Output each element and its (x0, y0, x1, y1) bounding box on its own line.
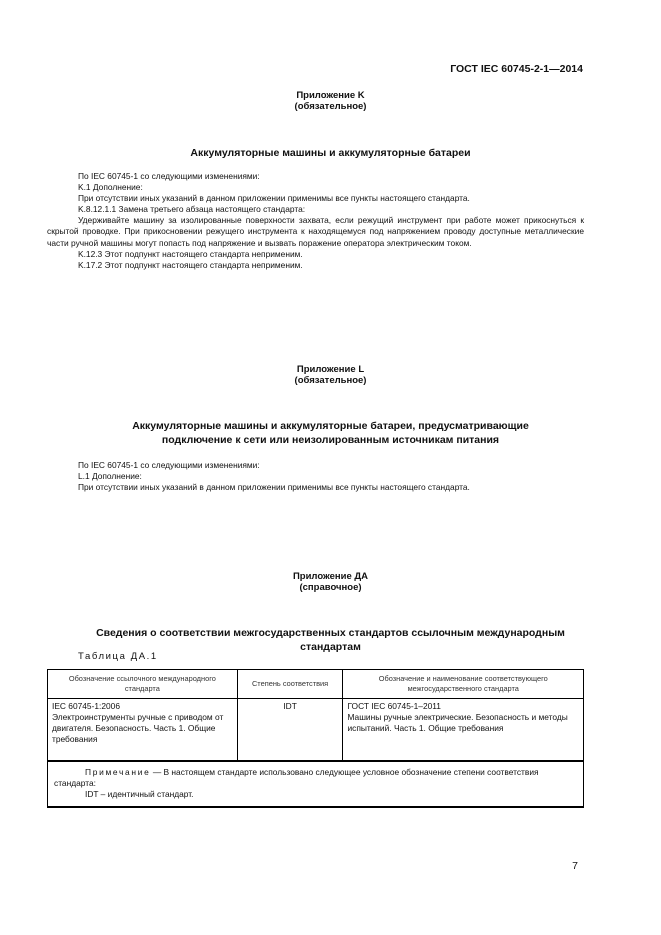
intl-standard-code: IEC 60745-1:2006 (52, 701, 120, 711)
annex-l-body (47, 460, 584, 493)
annex-l-title-line: подключение к сети или неизолированным источникам питания (161, 434, 500, 446)
annex-k-status: (обязательное) (294, 101, 367, 112)
annex-da-title (0, 626, 661, 654)
table-caption: Таблица ДА.1 (78, 651, 158, 662)
annex-da-label: Приложение ДА (292, 571, 369, 582)
annex-da-title-line: стандартам (300, 641, 361, 653)
annex-da-status: (справочное) (299, 582, 362, 593)
annex-l-status: (обязательное) (294, 375, 367, 386)
annex-k-body (47, 171, 584, 271)
table-note-row (48, 761, 584, 807)
correspondence-table (47, 669, 584, 808)
annex-l-title (0, 419, 661, 447)
annex-k-paragraph: K.12.3 Этот подпункт настоящего стандарта неприменим. (78, 248, 303, 259)
intl-standard-cell (48, 699, 238, 762)
degree-cell: IDT (237, 699, 343, 762)
annex-k-title: Аккумуляторные машины и аккумуляторные батареи (190, 147, 471, 159)
annex-l-paragraph: При отсутствии иных указаний в данном приложении применимы все пункты настоящего стандарта. (78, 482, 470, 493)
annex-l-label: Приложение L (296, 364, 365, 375)
table-row (48, 699, 584, 762)
annex-k-paragraph: Удерживайте машину за изолированные поверхности захвата, если режущий инструмент при работе может прикоснуться к скрытой проводке. При прикосновении режущего инструмента к находящемуся под напряжением проводу доступные металлические части ручной машины могут попасть под напряжение и вызвать поражение оператора электрическим током. (47, 215, 584, 248)
annex-k-paragraph: K.17.2 Этот подпункт настоящего стандарта неприменим. (78, 259, 303, 270)
annex-l-heading (0, 364, 661, 386)
annex-k-paragraph: По IEC 60745-1 со следующими изменениями: (78, 171, 260, 181)
annex-l-paragraph: По IEC 60745-1 со следующими изменениями: (78, 460, 260, 470)
intl-standard-name: Электроинструменты ручные с приводом от двигателя. Безопасность. Часть 1. Общие требования (52, 712, 224, 744)
annex-k-heading (0, 90, 661, 112)
annex-k-label: Приложение K (296, 90, 365, 101)
note-idt: IDT – идентичный стандарт. (85, 789, 194, 799)
gost-standard-cell (343, 699, 584, 762)
annex-da-heading (0, 571, 661, 593)
column-header: Степень соответствия (237, 670, 343, 699)
annex-l-paragraph: L.1 Дополнение: (78, 471, 142, 482)
gost-standard-name: Машины ручные электрические. Безопасность и методы испытаний. Часть 1. Общие требования (347, 712, 568, 733)
annex-da-title-line: Сведения о соответствии межгосударственных стандартов ссылочным международным (96, 627, 565, 639)
annex-k-paragraph: K.1 Дополнение: (78, 182, 143, 193)
standard-designation: ГОСТ IEC 60745-2-1—2014 (450, 63, 583, 75)
gost-standard-code: ГОСТ IEC 60745-1–2011 (347, 701, 441, 711)
column-header: Обозначение и наименование соответствующего межгосударственного стандарта (343, 670, 584, 699)
note-text: — В настоящем стандарте использовано следующее условное обозначение степени соответствия стандарта: (54, 767, 539, 788)
note-label: Примечание (85, 767, 151, 777)
column-header: Обозначение ссылочного международного стандарта (48, 670, 238, 699)
annex-k-paragraph: K.8.12.1.1 Замена третьего абзаца настоящего стандарта: (78, 204, 306, 215)
table-note-cell (48, 761, 584, 807)
page-number: 7 (572, 860, 578, 872)
table-header-row (48, 670, 584, 699)
annex-l-title-line: Аккумуляторные машины и аккумуляторные батареи, предусматривающие (132, 420, 529, 432)
annex-k-paragraph: При отсутствии иных указаний в данном приложении применимы все пункты настоящего стандарта. (78, 193, 470, 204)
table-note (54, 767, 577, 789)
